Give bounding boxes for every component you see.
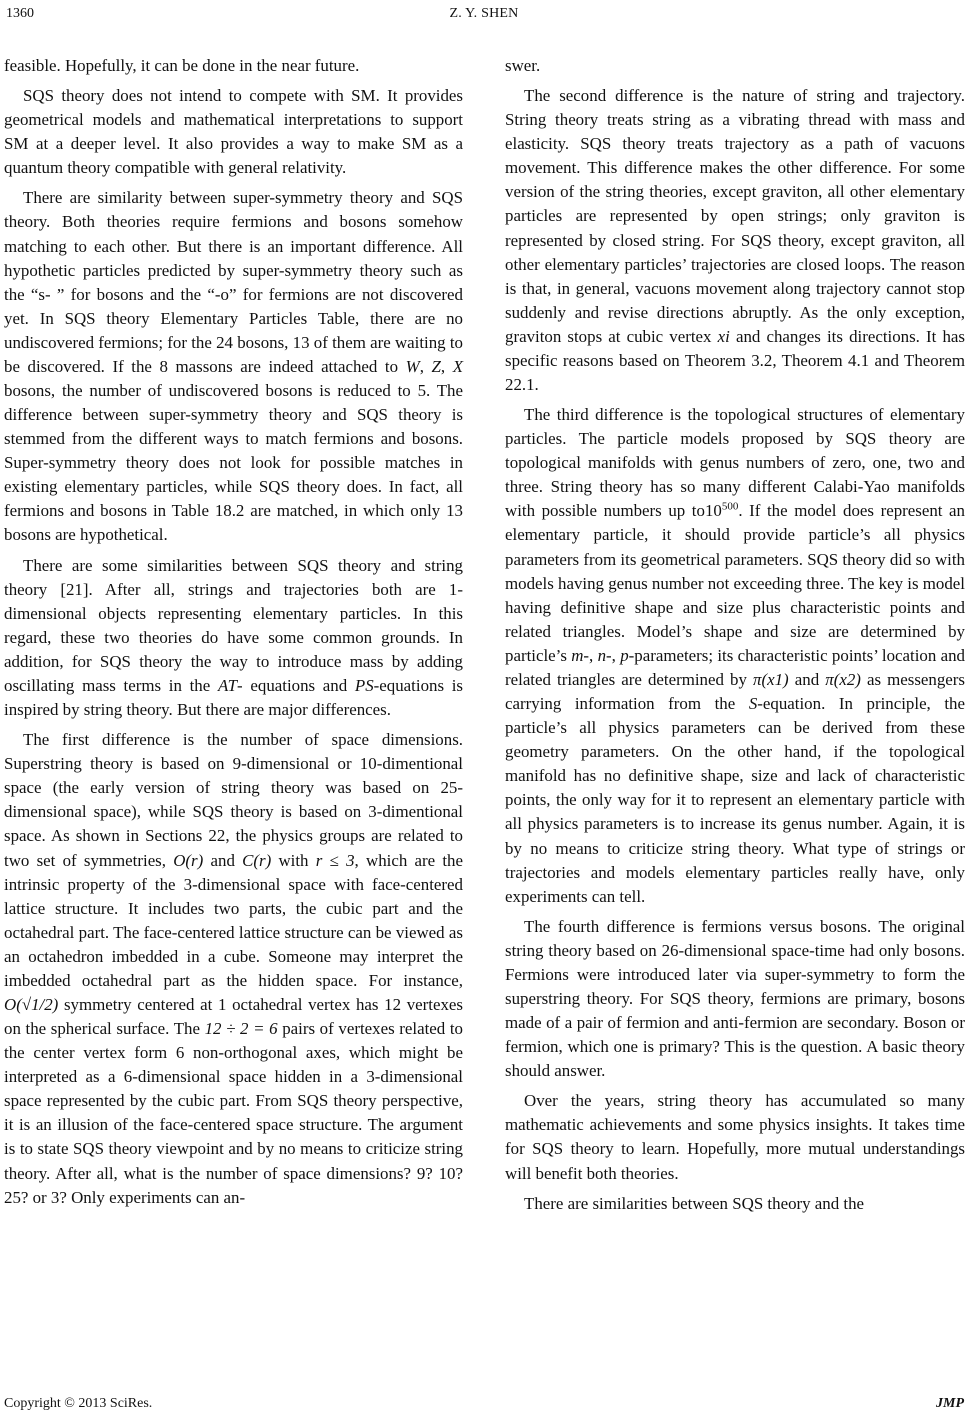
text-run: There are similarity between super-symmetry theory and SQS theory. Both theories require fermions and bosons somehow matching to each other. But there is an important difference. All hypothetic particles predicted by super-symmetry theory such as the “s- ” for bosons and the “-o” for fermions are not discovered yet. In SQS theory Elementary Particles Table, there are no undiscovered fermions; for the 24 bosons, 13 of them are waiting to be discovered. If the 8 massons are indeed attached to [4, 188, 463, 376]
math-o-sqrt-half: O(√1/2) [4, 994, 59, 1014]
paragraph [505, 403, 965, 909]
left-column [4, 54, 463, 1216]
math-pi-x1: π(x1) [753, 669, 789, 689]
text-run: as messengers carrying information from the [505, 669, 965, 714]
paragraph: There are similarities between SQS theory and the [524, 1193, 865, 1213]
paragraph: There are similarity between super-symmetry theory and SQS theory. Both theories require fermions and bosons somehow matching to each other. But there is an important difference. All hypothetic particles predicted by super-symmetry theory such as the “s- ” for bosons and the “-o” for fermions are not discovered yet. In SQS theory Elementary Particles Table, there are no undiscovered fermions; for the 24 bosons, 13 of them are waiting to be discovered. If the 8 massons are indeed attached to W, Z, X bosons, the number of undiscovered bosons is reduced to 5. The difference between super-symmetry theory and SQS theory is stemmed from the different ways to match fermions and bosons. Super-symmetry theory does not look for possible matches in existing elementary particles, while SQS theory does. In fact, all fermions and bosons in Table 18.2 are matched, in which only 13 bosons are hypothetical. [4, 188, 464, 545]
m-parameter: m [571, 645, 584, 665]
text-run: -parameters; its characteristic points’ location and related triangles are determined by [505, 645, 965, 689]
paragraph: Over the years, string theory has accumulated so many mathematic achievements and some physics insights. It takes time for SQS theory to learn. Hopefully, more mutual understandings will benefit both theories. [505, 1091, 965, 1183]
copyright-notice: Copyright © 2013 SciRes. [4, 1396, 153, 1411]
text-run: -, [606, 645, 621, 665]
page-number: 1360 [6, 6, 34, 21]
math-o-r: O(r) [173, 850, 204, 870]
math-exponent: 500 [721, 500, 739, 513]
text-run: The first difference is the number of space dimensions. Superstring theory is based on 9-dimensional or 10-dimentional space (the early version of string theory was based on 25-dimensional space), while SQS theory is based on 3-dimentional space. As shown in Sections 22, the physics groups are related to two set of symmetries, [4, 730, 463, 870]
text-run: -equation. In principle, the particle’s all physics parameters can be derived from these geometry parameters. On the other hand, if the topological manifold has no definitive shape, size and lack of characteristic points, the only way for it to represent an elementary particle with all physics parameters is to increase its genus number. Again, it is by no means to criticize string theory. What type of strings or trajectories and models elementary particles really have, only experiments can tell. [505, 694, 966, 906]
paragraph [4, 554, 463, 723]
at-equation: AT [217, 675, 238, 695]
math-division: 12 ÷ 2 = 6 [204, 1019, 278, 1039]
running-head: Z. Y. SHEN [449, 6, 519, 21]
boson-z: Z [431, 356, 441, 376]
paragraph: SQS theory does not intend to compete with SM. It provides geometrical models and mathematical interpretations to support SM at a deeper level. It also provides a way to make SM as a quantum theory compatible with general relativity. [4, 86, 463, 178]
text-run: . If the model does represent an elementary particle, it should provide particle’s all physics parameters from its geometrical parameters. SQS theory did so with models having genus number not exceeding three. The key is model having definitive shape and size plus characteristic points and related triangles. Model’s shape and size are determined by particle’s [505, 501, 965, 665]
paragraph: feasible. Hopefully, it can be done in the near future. [4, 56, 360, 75]
text-run: The second difference is the nature of string and trajectory. String theory treats string as a vibrating thread with mass and elasticity. SQS theory treats trajectory as a path of vacuons movement. This difference makes the other difference. For some version of the string theories, except graviton, all other elementary particles are represented by open strings; only graviton is represented by closed string. For SQS theory, except graviton, all other elementary particles’ trajectories are closed loops. The reason is that, in general, vacuons movement along trajectory cannot stop suddenly and revise directions abruptly. As the only exception, graviton stops at cubic vertex [505, 86, 965, 346]
text-run: with [271, 850, 316, 870]
s-equation: S [748, 694, 758, 714]
math-c-r: C(r) [242, 850, 272, 870]
ps-equation: PS [354, 675, 374, 695]
paragraph [4, 728, 463, 1210]
paragraph: swer. [505, 56, 541, 75]
journal-name: JMP [936, 1396, 964, 1411]
text-run: - equations and [237, 675, 355, 695]
boson-x: X [452, 356, 464, 376]
text-run: and [203, 850, 243, 870]
text-run: pairs of vertexes related to the center vertex form 6 non-orthogonal axes, which might be interpreted as a 6-dimensional space hidden in a 3-dimensional space represented by the cubic part. From SQS theory perspective, it is an illusion of the face-centered space structure. The argument is to state SQS theory viewpoint and by no means to criticize string theory. After all, what is the number of space dimensions? 9? 10? 25? or 3? Only experiments can an- [4, 1019, 463, 1207]
text-run: The third difference is the topological structures of elementary particles. The particle models proposed by SQS theory are topological manifolds with genus numbers of zero, one, two and three. String theory has so many different Calabi-Yao manifolds with possible numbers up to [505, 405, 965, 521]
math-pi-x2: π(x2) [825, 669, 861, 689]
math-x-i: xi [717, 326, 730, 346]
math-base: 10 [704, 501, 722, 521]
math-power [705, 501, 738, 520]
text-run: -equations is inspired by string theory. But there are major differences. [4, 675, 463, 720]
text-run: , which are the intrinsic property of the 3-dimensional space with face-centered lattice structure. It includes two parts, the cubic part and the octahedral part. The face-centered lattice structure can be viewed as an octahedron imbedded in a cube. Someone may interpret the imbedded octahedral part as the hidden space. For instance, [4, 850, 464, 990]
text-run: bosons, the number of undiscovered bosons is reduced to 5. The difference between super-symmetry theory and SQS theory is stemmed from the different ways to match fermions and bosons. Super-symmetry theory does not look for possible matches in existing elementary particles, while SQS theory does. In fact, all fermions and bosons in Table 18.2 are matched, in which only 13 bosons are hypothetical. [4, 381, 463, 545]
paragraph [505, 84, 965, 397]
text-run: and changes its directions. It has specific reasons based on Theorem 3.2, Theorem 4.1 and Theorem 22.1. [505, 326, 965, 395]
right-column [505, 54, 965, 1222]
math-r-le-3: r ≤ 3 [315, 850, 355, 870]
p-parameter: p [620, 645, 629, 665]
text-run: and [788, 669, 826, 689]
paragraph: The fourth difference is fermions versus bosons. The original string theory based on 26-dimensional space-time had only bosons. Fermions were introduced later via super-symmetry to form the superstring theory. For SQS theory, fermions are primary, bosons made of a pair of fermion and anti-fermion are secondary. Boson or fermion, which one is primary? This is the question. A basic theory should answer. [505, 916, 965, 1081]
boson-w: W [405, 356, 420, 376]
n-parameter: n [597, 645, 607, 665]
text-run: -, [583, 645, 598, 665]
text-run: There are some similarities between SQS theory and string theory [21]. After all, strings and trajectories both are 1-dimensional objects representing elementary particles. In this regard, these two theories do have some common grounds. In addition, for SQS theory the way to introduce mass by adding oscillating mass terms in the [4, 555, 463, 695]
text-run: symmetry centered at 1 octahedral vertex has 12 vertexes on the spherical surface. The [4, 994, 463, 1039]
